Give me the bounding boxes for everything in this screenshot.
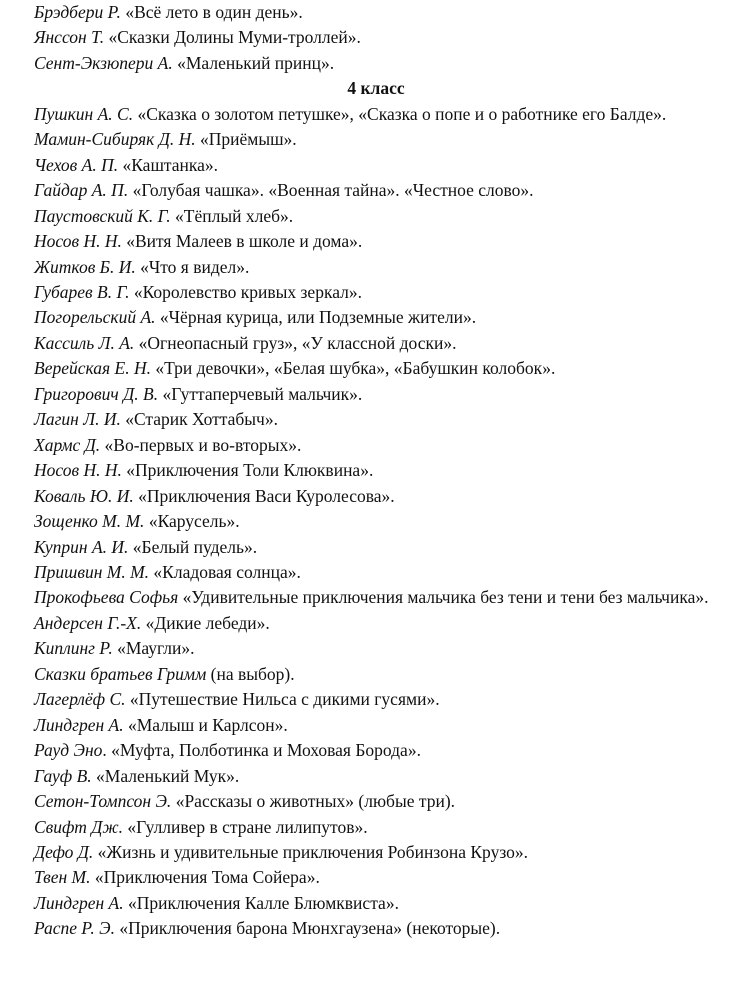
author-name: Янссон Т. <box>34 27 105 48</box>
author-name: Губарев В. Г. <box>34 281 130 302</box>
reading-list-previous-grade <box>8 0 744 76</box>
author-name: Твен М. <box>34 867 91 888</box>
book-title: «Удивительные приключения мальчика без тени и тени без мальчика». <box>178 587 709 608</box>
book-entry <box>8 840 744 865</box>
book-title: «Белый пудель». <box>128 536 258 557</box>
book-entry <box>8 280 744 305</box>
book-entry <box>8 178 744 203</box>
author-name: Андерсен Г.-Х. <box>34 612 142 633</box>
book-entry <box>8 0 744 25</box>
author-name: Лагин Л. И. <box>34 409 121 430</box>
author-name: Григорович Д. В. <box>34 383 159 404</box>
author-name: Житков Б. И. <box>34 256 136 277</box>
author-name: Распе Р. Э. <box>34 918 115 939</box>
book-title: «Жизнь и удивительные приключения Робинзона Крузо». <box>93 841 529 862</box>
book-entry <box>8 458 744 483</box>
book-entry <box>8 153 744 178</box>
book-title: «Тёплый хлеб». <box>170 205 294 226</box>
book-title: «Приключения Калле Блюмквиста». <box>123 892 399 913</box>
author-name: Погорельский А. <box>34 307 156 328</box>
book-entry <box>8 356 744 381</box>
grade-heading: 4 класс <box>347 78 405 99</box>
book-title: «Кладовая солнца». <box>149 561 301 582</box>
book-title: «Приключения Васи Куролесова». <box>133 485 395 506</box>
book-title: . «Муфта, Полботинка и Моховая Борода». <box>102 740 421 761</box>
author-name: Сетон-Томпсон Э. <box>34 791 172 812</box>
author-name: Линдгрен А. <box>34 892 124 913</box>
book-entry <box>8 687 744 712</box>
book-entry <box>8 764 744 789</box>
book-entry <box>8 865 744 890</box>
book-entry <box>8 204 744 229</box>
book-title: «Во-первых и во-вторых». <box>100 434 302 455</box>
book-entry <box>8 127 744 152</box>
author-name: Кассиль Л. А. <box>34 332 135 353</box>
author-name: Носов Н. Н. <box>34 460 122 481</box>
author-name: Сент-Экзюпери А. <box>34 52 173 73</box>
book-title: «Путешествие Нильса с дикими гусями». <box>125 689 440 710</box>
author-name: Чехов А. П. <box>34 154 119 175</box>
book-entry <box>8 713 744 738</box>
book-entry <box>8 305 744 330</box>
book-entry <box>8 382 744 407</box>
book-title: «Сказка о золотом петушке», «Сказка о попе и о работнике его Балде». <box>133 103 667 124</box>
author-name: Свифт Дж. <box>34 816 124 837</box>
book-title: «Приключения Тома Сойера». <box>90 867 320 888</box>
book-entry <box>8 255 744 280</box>
book-title: «Гулливер в стране лилипутов». <box>123 816 368 837</box>
book-title: «Дикие лебеди». <box>141 612 270 633</box>
book-title: «Каштанка». <box>118 154 219 175</box>
book-entry <box>8 509 744 534</box>
author-name: Киплинг Р. <box>34 638 113 659</box>
book-entry <box>8 331 744 356</box>
book-entry <box>8 229 744 254</box>
book-title: «Приключения барона Мюнхгаузена» (некоторые). <box>114 918 501 939</box>
book-title: «Огнеопасный груз», «У классной доски». <box>134 332 457 353</box>
author-name: Гайдар А. П. <box>34 180 129 201</box>
author-name: Куприн А. И. <box>34 536 129 557</box>
book-entry <box>8 535 744 560</box>
book-title: (на выбор). <box>206 663 295 684</box>
book-entry <box>8 407 744 432</box>
book-title: «Всё лето в один день». <box>120 2 303 22</box>
book-entry <box>8 484 744 509</box>
author-name: Коваль Ю. И. <box>34 485 134 506</box>
author-name: Мамин-Сибиряк Д. Н. <box>34 129 196 150</box>
book-entry <box>8 662 744 687</box>
book-title: «Гуттаперчевый мальчик». <box>158 383 363 404</box>
author-name: Сказки братьев Гримм <box>34 663 207 684</box>
author-name: Прокофьева Софья <box>34 587 179 608</box>
author-name: Линдгрен А. <box>34 714 124 735</box>
book-entry <box>8 51 744 76</box>
author-name: Дефо Д. <box>34 841 94 862</box>
reading-list-grade-4 <box>8 102 744 942</box>
book-entry <box>8 433 744 458</box>
book-entry <box>8 636 744 661</box>
author-name: Пушкин А. С. <box>34 103 134 124</box>
author-name: Гауф В. <box>34 765 92 786</box>
book-title: «Карусель». <box>144 511 240 532</box>
author-name: Рауд Эно <box>34 740 103 761</box>
author-name: Зощенко М. М. <box>34 511 145 532</box>
book-entry <box>8 789 744 814</box>
book-title: «Голубая чашка». «Военная тайна». «Честное слово». <box>128 180 534 201</box>
book-title: «Маленький Мук». <box>91 765 240 786</box>
book-entry <box>8 585 744 610</box>
book-entry <box>8 815 744 840</box>
author-name: Носов Н. Н. <box>34 231 122 252</box>
book-title: «Маленький принц». <box>172 52 335 73</box>
author-name: Верейская Е. Н. <box>34 358 151 379</box>
book-title: «Чёрная курица, или Подземные жители». <box>155 307 477 328</box>
author-name: Хармс Д. <box>34 434 101 455</box>
book-entry <box>8 102 744 127</box>
book-entry <box>8 916 744 941</box>
author-name: Паустовский К. Г. <box>34 205 171 226</box>
book-entry <box>8 611 744 636</box>
author-name: Пришвин М. М. <box>34 561 150 582</box>
author-name: Лагерлёф С. <box>34 689 126 710</box>
book-title: «Маугли». <box>112 638 195 659</box>
book-entry <box>8 738 744 763</box>
book-title: «Малыш и Карлсон». <box>123 714 288 735</box>
book-title: «Сказки Долины Муми-троллей». <box>104 27 361 48</box>
book-title: «Королевство кривых зеркал». <box>129 281 362 302</box>
author-name: Брэдбери Р. <box>34 2 121 22</box>
book-entry <box>8 560 744 585</box>
book-title: «Что я видел». <box>135 256 250 277</box>
book-title: «Три девочки», «Белая шубка», «Бабушкин колобок». <box>150 358 556 379</box>
book-entry <box>8 25 744 50</box>
book-entry <box>8 891 744 916</box>
book-title: «Приключения Толи Клюквина». <box>121 460 374 481</box>
book-title: «Старик Хоттабыч». <box>120 409 278 430</box>
book-title: «Рассказы о животных» (любые три). <box>171 791 456 812</box>
book-title: «Витя Малеев в школе и дома». <box>121 231 363 252</box>
book-title: «Приёмыш». <box>195 129 297 150</box>
